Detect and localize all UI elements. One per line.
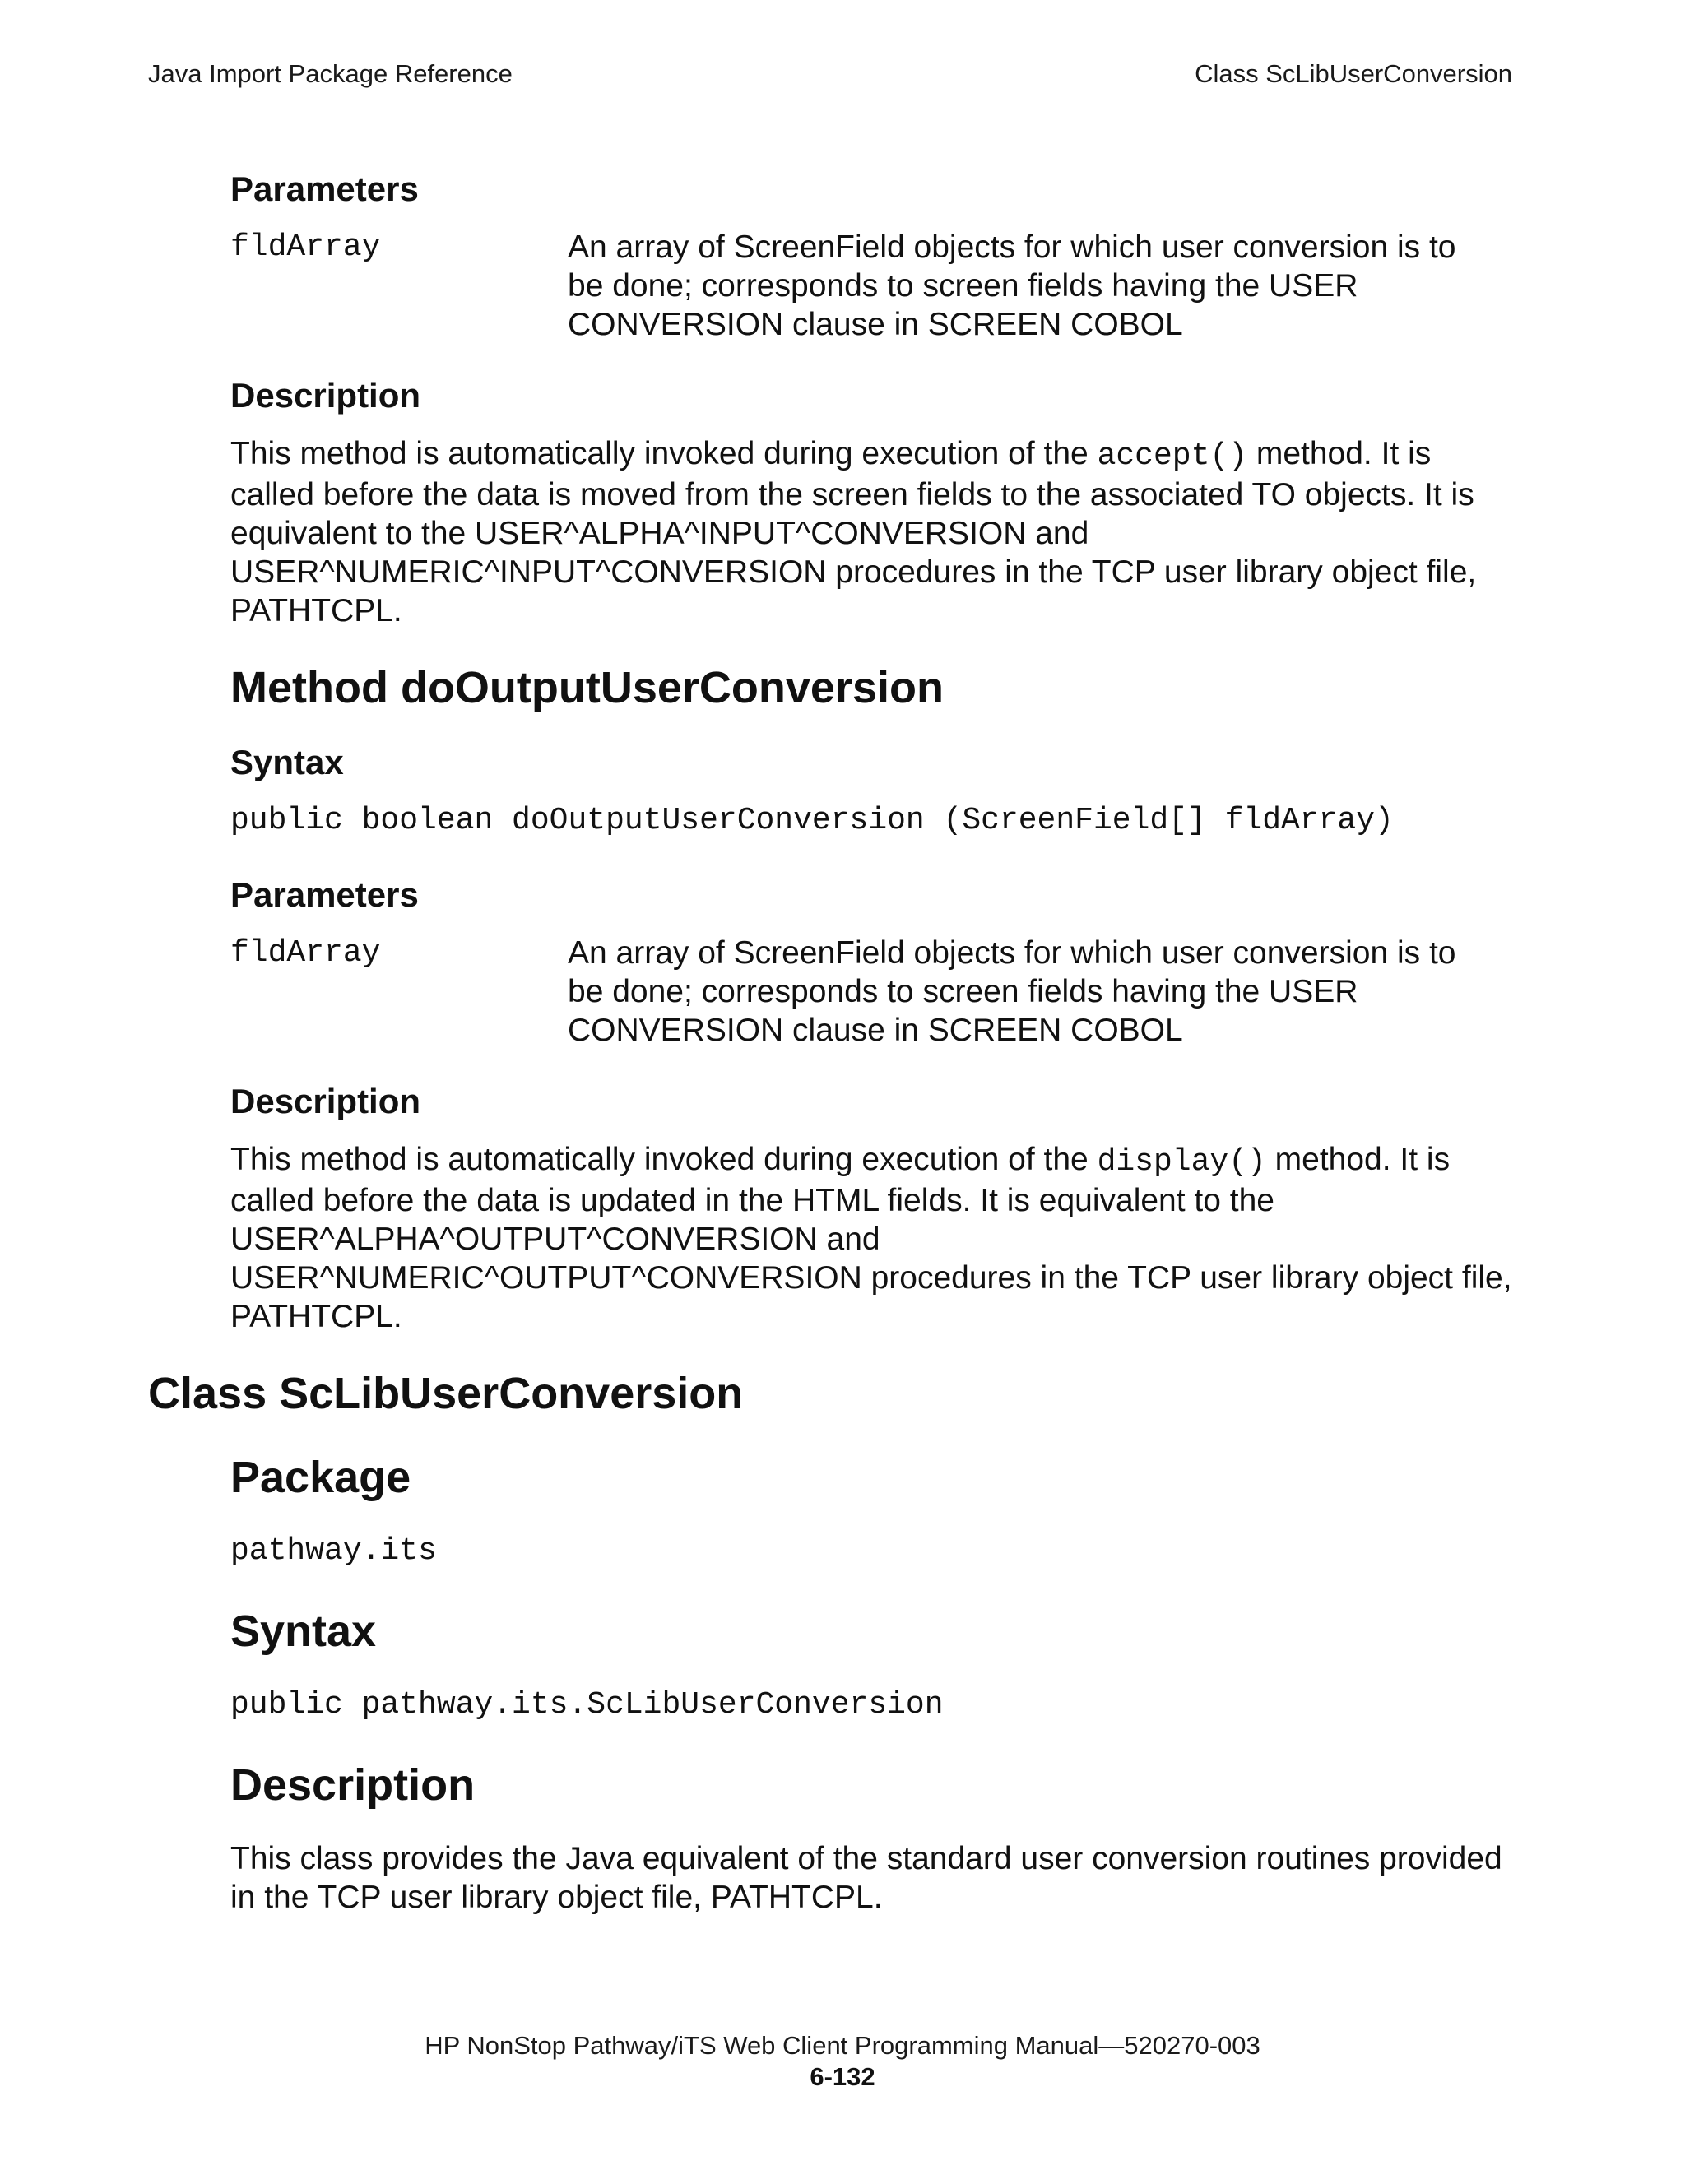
method-description (230, 434, 1514, 630)
page-number: 6-132 (810, 2062, 875, 2091)
running-header-right: Class ScLibUserConversion (1195, 59, 1512, 88)
package-code: pathway.its (230, 1533, 437, 1569)
description-heading: Description (230, 1082, 421, 1120)
syntax-heading: Syntax (230, 1607, 377, 1656)
description-heading: Description (230, 1760, 476, 1810)
class-title: Class ScLibUserConversion (148, 1369, 744, 1418)
package-heading: Package (230, 1453, 411, 1502)
parameters-heading: Parameters (230, 169, 419, 208)
description-text: method. It is called before the data is moved from the screen fields to the associated TO objects. It is equivalent to the USER^ALPHA^INPUT^CONVERSION and USER^NUMERIC^INPUT^CONVERSION procedures in the TCP user library object file, PATHTCPL. (230, 436, 1477, 628)
syntax-heading: Syntax (230, 743, 344, 781)
method-description (230, 1140, 1514, 1336)
method-title: Method doOutputUserConversion (230, 663, 944, 712)
description-text: This method is automatically invoked during execution of the (230, 1142, 1098, 1177)
parameter-description: An array of ScreenField objects for which user conversion is to be done; corresponds to screen fields having the USER CONVERSION clause in SCREEN COBOL (568, 935, 1456, 1048)
inline-code: display() (1097, 1144, 1266, 1180)
parameters-heading: Parameters (230, 875, 419, 914)
parameter-description: An array of ScreenField objects for which user conversion is to be done; corresponds to screen fields having the USER CONVERSION clause in SCREEN COBOL (568, 230, 1456, 342)
footer-title: HP NonStop Pathway/iTS Web Client Programming Manual—520270-003 (425, 2031, 1260, 2060)
page-footer (0, 2030, 1685, 2093)
parameter-name: fldArray (230, 935, 381, 971)
syntax-code: public boolean doOutputUserConversion (ScreenField[] fldArray) (230, 803, 1394, 838)
syntax-code: public pathway.its.ScLibUserConversion (230, 1687, 944, 1723)
parameter-name: fldArray (230, 230, 381, 265)
description-text: method. It is called before the data is updated in the HTML fields. It is equivalent to the USER^ALPHA^OUTPUT^CONVERSION and USER^NUMERIC^OUTPUT^CONVERSION procedures in the TCP user library object file, PATHTCPL. (230, 1142, 1512, 1334)
class-description: This class provides the Java equivalent of the standard user conversion routines provided in the TCP user library object file, PATHTCPL. (230, 1841, 1502, 1915)
parameter-row (230, 228, 1514, 344)
parameter-row (230, 934, 1514, 1050)
running-header-left: Java Import Package Reference (148, 59, 513, 88)
description-text: This method is automatically invoked during execution of the (230, 436, 1098, 471)
page-content (148, 169, 1514, 1948)
description-heading: Description (230, 376, 421, 415)
inline-code: accept() (1097, 438, 1248, 474)
